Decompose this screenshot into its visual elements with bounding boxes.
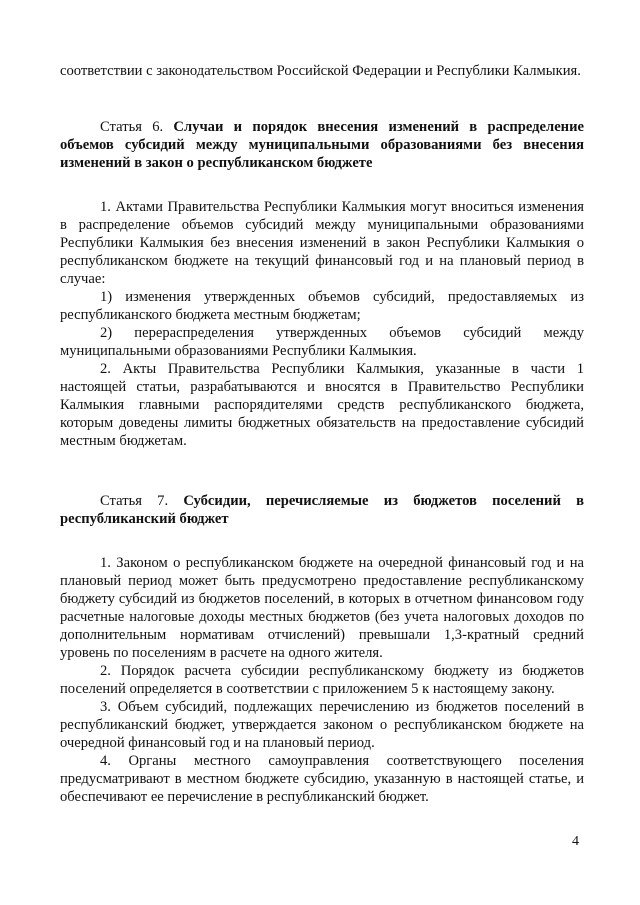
article-7-number: Статья 7. [100, 493, 169, 509]
article-7-paragraph: 1. Законом о республиканском бюджете на очередной финансовый год и на плановый период может быть предусмотрено предоставление республиканскому бюджету субсидий из бюджетов поселений, в которых в отчетном финансовом году расчетные налоговые доходы местных бюджетов (без учета налоговых доходов по дополнительным нормативам отчислений) превышали 1,3-кратный средний уровень по поселениям в расчете на одного жителя. [60, 555, 584, 661]
article-6-number: Статья 6. [100, 119, 164, 135]
article-7-heading [60, 492, 584, 528]
document-body [60, 62, 584, 806]
page-number: 4 [572, 834, 579, 849]
article-6-paragraph: 2. Акты Правительства Республики Калмыкия, указанные в части 1 настоящей статьи, разрабатываются и вносятся в Правительство Республики Калмыкия главными распорядителями средств республиканского бюджета, которым доведены лимиты бюджетных обязательств на предоставление субсидий местным бюджетам. [60, 361, 584, 449]
article-6-paragraph: 2) перераспределения утвержденных объемов субсидий между муниципальными образованиями Республики Калмыкия. [60, 325, 584, 359]
article-7-paragraph: 2. Порядок расчета субсидии республиканскому бюджету из бюджетов поселений определяется в соответствии с приложением 5 к настоящему закону. [60, 663, 584, 697]
article-6-title: Случаи и порядок внесения изменений в распределение объемов субсидий между муниципальными образованиями без внесения изменений в закон о республиканском бюджете [60, 119, 584, 171]
article-7-title: Субсидии, перечисляемые из бюджетов поселений в республиканский бюджет [60, 493, 584, 527]
section-spacer [60, 450, 584, 492]
article-7-paragraph: 3. Объем субсидий, подлежащих перечислению из бюджетов поселений в республиканский бюджет, утверждается законом о республиканском бюджете на очередной финансовый год и на плановый период. [60, 699, 584, 751]
article-7-paragraph: 4. Органы местного самоуправления соответствующего поселения предусматривают в местном бюджете субсидию, указанную в настоящей статье, и обеспечивают ее перечисление в республиканский бюджет. [60, 753, 584, 805]
article-6-paragraph: 1) изменения утвержденных объемов субсидий, предоставляемых из республиканского бюджета местным бюджетам; [60, 289, 584, 323]
article-6-paragraph: 1. Актами Правительства Республики Калмыкия могут вноситься изменения в распределение объемов субсидий между муниципальными образованиями Республики Калмыкия без внесения изменений в закон Республики Калмыкия о республиканском бюджете на текущий финансовый год и на плановый период в случае: [60, 199, 584, 287]
article-6-heading [60, 118, 584, 172]
intro-continuation: соответствии с законодательством Российской Федерации и Республики Калмыкия. [60, 63, 581, 79]
